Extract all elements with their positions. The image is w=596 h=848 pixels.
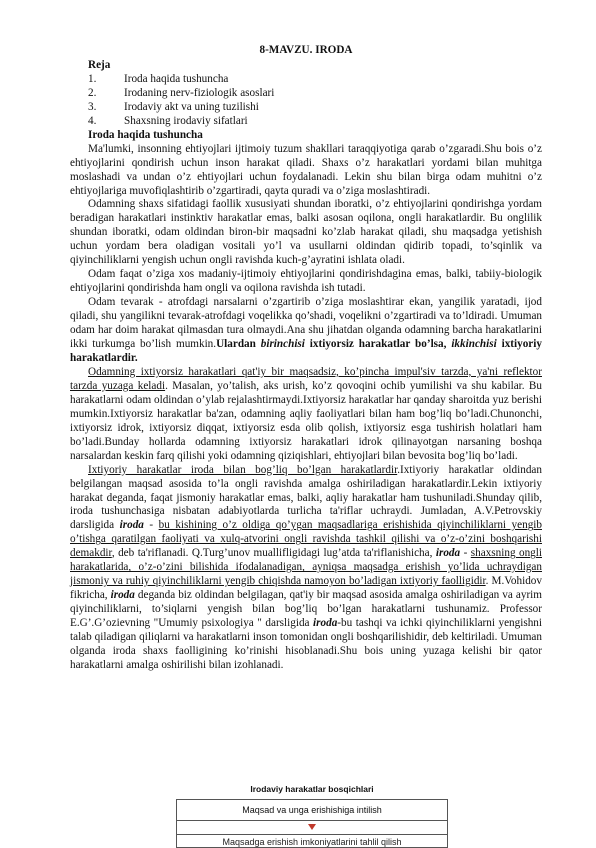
plan-item: 4. Shaxsning irodaviy sifatlari [88, 114, 248, 127]
arrow-down-icon [308, 824, 316, 830]
paragraph: Odam faqat o’ziga xos madaniy-ijtimoiy ehtiyojlarini qondirishdagina emas, balki, tabiiy-biologik ehtiyojlarini qondirishda ham ongli va oqilona ravishda ish tutadi. [70, 268, 542, 295]
diagram-box-analysis: Maqsadga erishish imkoniyatlarini tahlil qilish [176, 834, 448, 848]
plan-item: 2. Irodaning nerv-fiziologik asoslari [88, 86, 275, 99]
plan-item: 1. Iroda haqida tushuncha [88, 72, 229, 85]
paragraph: Odam tevarak - atrofdagi narsalarni o’zgartirib o’ziga moslashtirar ekan, yangilik yaratadi, ijod qiladi, shu yangilikni tevarak-atrofdagi voqelikka qo’shadi, voqelikni o’zgartiradi va to’ldiradi. Umuman odam har doim harakat qilmasdan tura olmaydi.Ana shu jihatdan olganda odamning barcha harakatlarini ikki turkumga bo’lish mumkin.Ulardan birinchisi ixtiyorsiz harakatlar bo’lsa, ikkinchisi ixtiyoriy harakatlardir. [70, 296, 542, 364]
paragraph: Odamning ixtiyorsiz harakatlari qat'iy bir maqsadsiz, ko’pincha impul'siv tarzda, ya'ni reflektor tarzda yuzaga keladi. Masalan, yo’talish, aks urish, ko’z qovoqini ochib yumilishi va shu kabilar. Bu harakatlarni odam oldindan o’ylab rejalashtirmaydi.Ixtiyorsiz harakatlar har qanday sharoitda yuz berishi mumkin.Ixtiyorsiz harakatlar ba'zan, odamning aqliy faoliyatlari bilan ham bog’liq bo’ladi.Chunonchi, ixtiyorsiz idrok, ixtiyorsiz diqqat, ixtiyorsiz esda olib qolish, ixtiyorsiz esga tushirish holatlari ham bo’ladi.Bunday hollarda odamning ixtiyorsiz harakatlari idrok qilinayotgan narsaning boshqa narsalardan keskin farq qilishi yoki odamning qiziqishlari, ehtiyojlari bilan bevosita bog’liq bo’ladi. [70, 365, 542, 462]
section-heading: Iroda haqida tushuncha [88, 128, 203, 141]
page-title: 8-MAVZU. IRODA [259, 44, 353, 56]
paragraph: Ixtiyoriy harakatlar iroda bilan bog’liq bo’lgan harakatlardir.Ixtiyoriy harakatlar oldindan belgilangan maqsad asosida to’la ongli ravishda amalga oshiriladigan harakatlardir.Lekin ixtiyoriy harakat deganda, faqat jismoniy harakatlar emas, balki, aqliy harakatlar ham tushuniladi.Shunday qilib, iroda tushunchasiga nisbatan adabiyotlarda turlicha ta'riflar uchraydi. Jumladan, A.V.Petrovskiy darsligida iroda - bu kishining o’z oldiga qo’ygan maqsadlariga erishishida qiyinchiliklarni yengib o’tishga qaratilgan faoliyati va xulq-atvorini ongli ravishda tashkil qilishi va o’z-o’zini boshqarishi demakdir, deb ta'riflanadi. Q.Turg’unov muallifligidagi lug’atda ta'riflanishicha, iroda - shaxsning ongli harakatlarida, o’z-o’zini bilishida ifodalanadigan, ayniqsa maqsadga erishish yo’lida uchraydigan jismoniy va ruhiy qiyinchiliklarni yengib chiqishda namoyon bo’ladigan ixtiyoriy faolligidir. M.Vohidov fikricha, iroda deganda biz oldindan belgilagan, qat'iy bir maqsad asosida amalga oshiriladigan va ayrim qiyinchiliklarni, to’siqlarni yengish bilan bog’liq bo’lgan harakatlarni tushunamiz. Professor E.G’.G’ozievning "Umumiy psixologiya " darsligida iroda-bu tashqi va ichki qiyinchiliklarni yengishni talab qiladigan qiliqlarni va harakatlarni inson tomonidan ongli boshqarilishidir, deb keltiriladi. Umuman olganda iroda shaxs faolligining ko’rinishi hisoblanadi.Shu bois uning yuzaga kelishi bir qator harakatlarni amalga oshirilishi bilan izohlanadi. [70, 463, 542, 671]
diagram-box-goal: Maqsad va unga erishishiga intilish [176, 799, 448, 821]
document-body [70, 44, 542, 673]
paragraph: Odamning shaxs sifatidagi faollik xususiyati shundan iboratki, o’z ehtiyojlarini qondirishga yordam beradigan harakatlari instinktiv harakatlar emas, balki asosan oqilona, ongli harakatlardir. Bu onglilik shundan iboratki, odam oldindan biron-bir maqsadni ko’zlab harakat qiladi, shu maqsadga yetishish uchun yordam bera oladigan vositali yo’l va usullarni oldindan qidirib topadi, to’sqinlik va qiyinchiliklarni yengish uchun ongli ravishda kuch-g’ayratini ishlata oladi. [70, 198, 542, 267]
diagram-title: Irodaviy harakatlar bosqichlari [250, 784, 374, 794]
diagram-connector [176, 821, 448, 834]
stages-diagram [176, 784, 448, 848]
plan-list [70, 73, 542, 129]
plan-heading: Reja [88, 58, 111, 71]
plan-item: 3. Irodaviy akt va uning tuzilishi [88, 100, 259, 113]
paragraph: Ma'lumki, insonning ehtiyojlari ijtimoiy tuzum shakllari taraqqiyotiga qarab o’zgaradi.Shu bois o’z ehtiyojlarini qondirish uchun inson harakat qiladi. Shaxs o’z harakatlari yordami bilan muhitga moslashadi va undan o’z ehtiyojlari uchun foydalanadi. Lekin shu bilan birga odam muhitni o’z ehtiyojlariga muvofiqlashtirib o’zgartiradi, qayta quradi va o’ziga moslashtiradi. [70, 142, 542, 197]
